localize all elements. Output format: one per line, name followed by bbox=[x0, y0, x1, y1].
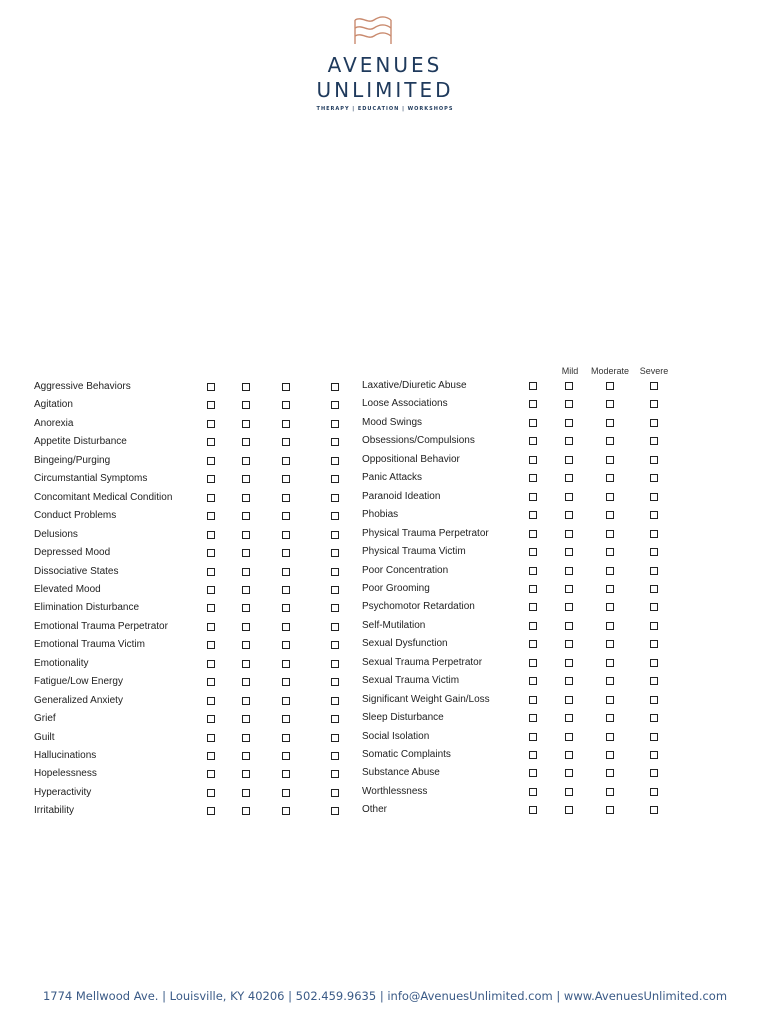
left-severity-checkbox[interactable] bbox=[242, 697, 250, 705]
left-severity-checkbox[interactable] bbox=[242, 770, 250, 778]
left-severity-checkbox[interactable] bbox=[282, 438, 290, 446]
right-severity-checkbox[interactable] bbox=[529, 567, 537, 575]
brand-tagline: THERAPY | EDUCATION | WORKSHOPS bbox=[316, 106, 454, 112]
right-severity-checkbox[interactable] bbox=[529, 714, 537, 722]
right-severity-checkbox[interactable] bbox=[606, 677, 614, 685]
right-severity-checkbox[interactable] bbox=[650, 640, 658, 648]
left-severity-checkbox[interactable] bbox=[282, 383, 290, 391]
right-severity-checkbox[interactable] bbox=[529, 474, 537, 482]
right-severity-checkbox[interactable] bbox=[529, 640, 537, 648]
left-severity-checkbox[interactable] bbox=[207, 401, 215, 409]
left-severity-checkbox[interactable] bbox=[207, 420, 215, 428]
right-severity-checkbox[interactable] bbox=[565, 548, 573, 556]
right-severity-checkbox[interactable] bbox=[650, 751, 658, 759]
right-severity-checkbox[interactable] bbox=[565, 696, 573, 704]
right-severity-checkbox[interactable] bbox=[565, 382, 573, 390]
right-symptom-label: Laxative/Diuretic Abuse bbox=[362, 380, 467, 391]
left-symptom-label: Circumstantial Symptoms bbox=[34, 473, 148, 485]
left-severity-checkbox[interactable] bbox=[282, 697, 290, 705]
left-severity-checkbox[interactable] bbox=[282, 512, 290, 520]
left-severity-checkbox[interactable] bbox=[207, 641, 215, 649]
left-severity-checkbox[interactable] bbox=[331, 715, 339, 723]
left-severity-checkbox[interactable] bbox=[331, 752, 339, 760]
left-symptom-label: Anorexia bbox=[34, 417, 74, 429]
right-severity-checkbox[interactable] bbox=[606, 806, 614, 814]
right-severity-checkbox[interactable] bbox=[565, 769, 573, 777]
right-severity-checkbox[interactable] bbox=[565, 788, 573, 796]
right-severity-checkbox[interactable] bbox=[606, 622, 614, 630]
left-severity-checkbox[interactable] bbox=[282, 420, 290, 428]
left-severity-checkbox[interactable] bbox=[207, 512, 215, 520]
right-severity-checkbox[interactable] bbox=[529, 456, 537, 464]
left-severity-checkbox[interactable] bbox=[282, 494, 290, 502]
right-severity-checkbox[interactable] bbox=[650, 696, 658, 704]
left-severity-checkbox[interactable] bbox=[207, 734, 215, 742]
left-severity-checkbox[interactable] bbox=[331, 770, 339, 778]
left-severity-checkbox[interactable] bbox=[282, 807, 290, 815]
left-severity-checkbox[interactable] bbox=[282, 641, 290, 649]
right-severity-checkbox[interactable] bbox=[606, 567, 614, 575]
right-severity-checkbox[interactable] bbox=[650, 603, 658, 611]
right-severity-checkbox[interactable] bbox=[606, 751, 614, 759]
left-severity-checkbox[interactable] bbox=[242, 420, 250, 428]
right-severity-checkbox[interactable] bbox=[565, 603, 573, 611]
left-severity-checkbox[interactable] bbox=[242, 715, 250, 723]
left-severity-checkbox[interactable] bbox=[242, 475, 250, 483]
left-severity-checkbox[interactable] bbox=[242, 807, 250, 815]
right-severity-checkbox[interactable] bbox=[565, 622, 573, 630]
left-symptom-label: Guilt bbox=[34, 731, 55, 743]
right-severity-checkbox[interactable] bbox=[606, 382, 614, 390]
left-severity-checkbox[interactable] bbox=[242, 401, 250, 409]
right-severity-checkbox[interactable] bbox=[529, 419, 537, 427]
left-symptom-label: Agitation bbox=[34, 399, 73, 411]
left-severity-checkbox[interactable] bbox=[242, 531, 250, 539]
left-symptom-label: Concomitant Medical Condition bbox=[34, 491, 173, 503]
right-severity-checkbox[interactable] bbox=[650, 567, 658, 575]
left-severity-checkbox[interactable] bbox=[207, 770, 215, 778]
right-severity-checkbox[interactable] bbox=[606, 733, 614, 741]
left-severity-checkbox[interactable] bbox=[331, 678, 339, 686]
column-header-severe: Severe bbox=[639, 366, 669, 376]
right-severity-checkbox[interactable] bbox=[565, 751, 573, 759]
right-severity-checkbox[interactable] bbox=[529, 493, 537, 501]
left-severity-checkbox[interactable] bbox=[242, 641, 250, 649]
right-severity-checkbox[interactable] bbox=[529, 437, 537, 445]
right-severity-checkbox[interactable] bbox=[606, 493, 614, 501]
left-severity-checkbox[interactable] bbox=[242, 660, 250, 668]
right-severity-checkbox[interactable] bbox=[565, 585, 573, 593]
right-symptom-label: Mood Swings bbox=[362, 416, 423, 428]
left-severity-checkbox[interactable] bbox=[282, 770, 290, 778]
left-severity-checkbox[interactable] bbox=[331, 697, 339, 705]
right-symptom-label: Paranoid Ideation bbox=[362, 490, 441, 502]
left-symptom-label: Dissociative States bbox=[34, 565, 119, 577]
right-symptom-label: Panic Attacks bbox=[362, 472, 423, 484]
left-severity-checkbox[interactable] bbox=[282, 660, 290, 668]
left-severity-checkbox[interactable] bbox=[282, 715, 290, 723]
right-severity-checkbox[interactable] bbox=[650, 714, 658, 722]
right-severity-checkbox[interactable] bbox=[606, 511, 614, 519]
right-severity-checkbox[interactable] bbox=[650, 733, 658, 741]
right-severity-checkbox[interactable] bbox=[650, 437, 658, 445]
left-severity-checkbox[interactable] bbox=[282, 401, 290, 409]
right-severity-checkbox[interactable] bbox=[565, 714, 573, 722]
left-severity-checkbox[interactable] bbox=[331, 401, 339, 409]
right-symptom-label: Psychomotor Retardation bbox=[362, 601, 475, 613]
right-symptom-label: Sleep Disturbance bbox=[362, 712, 444, 724]
right-severity-checkbox[interactable] bbox=[650, 530, 658, 538]
right-symptom-label: Poor Grooming bbox=[362, 582, 430, 594]
right-symptom-label: Loose Associations bbox=[362, 398, 448, 410]
right-symptom-label: Self-Mutilation bbox=[362, 619, 426, 631]
left-symptom-label: Hallucinations bbox=[34, 750, 97, 761]
right-severity-checkbox[interactable] bbox=[606, 659, 614, 667]
right-symptom-label: Sexual Trauma Perpetrator bbox=[362, 656, 483, 668]
footer-contact: 1774 Mellwood Ave. | Louisville, KY 40206 | 502.459.9635 | info@AvenuesUnlimited.com | www.AvenuesUnlimited.com bbox=[42, 989, 728, 1003]
right-symptom-label: Poor Concentration bbox=[362, 564, 449, 576]
right-symptom-label: Physical Trauma Victim bbox=[362, 546, 466, 558]
left-severity-checkbox[interactable] bbox=[282, 586, 290, 594]
right-severity-checkbox[interactable] bbox=[529, 530, 537, 538]
left-severity-checkbox[interactable] bbox=[242, 383, 250, 391]
left-severity-checkbox[interactable] bbox=[331, 568, 339, 576]
right-severity-checkbox[interactable] bbox=[650, 419, 658, 427]
left-severity-checkbox[interactable] bbox=[331, 549, 339, 557]
left-severity-checkbox[interactable] bbox=[207, 531, 215, 539]
right-severity-checkbox[interactable] bbox=[650, 769, 658, 777]
left-symptom-label: Aggressive Behaviors bbox=[34, 381, 131, 392]
left-severity-checkbox[interactable] bbox=[282, 549, 290, 557]
right-severity-checkbox[interactable] bbox=[529, 769, 537, 777]
right-severity-checkbox[interactable] bbox=[606, 585, 614, 593]
left-severity-checkbox[interactable] bbox=[207, 438, 215, 446]
left-severity-checkbox[interactable] bbox=[207, 494, 215, 502]
right-severity-checkbox[interactable] bbox=[650, 806, 658, 814]
left-severity-checkbox[interactable] bbox=[331, 457, 339, 465]
left-severity-checkbox[interactable] bbox=[331, 438, 339, 446]
right-severity-checkbox[interactable] bbox=[529, 382, 537, 390]
left-severity-checkbox[interactable] bbox=[331, 789, 339, 797]
right-severity-checkbox[interactable] bbox=[650, 677, 658, 685]
right-severity-checkbox[interactable] bbox=[650, 382, 658, 390]
left-severity-checkbox[interactable] bbox=[207, 383, 215, 391]
left-severity-checkbox[interactable] bbox=[207, 457, 215, 465]
right-symptom-label: Obsessions/Compulsions bbox=[362, 435, 475, 447]
left-severity-checkbox[interactable] bbox=[242, 604, 250, 612]
right-severity-checkbox[interactable] bbox=[529, 622, 537, 630]
left-severity-checkbox[interactable] bbox=[207, 678, 215, 686]
right-severity-checkbox[interactable] bbox=[606, 456, 614, 464]
right-severity-checkbox[interactable] bbox=[529, 400, 537, 408]
right-severity-checkbox[interactable] bbox=[650, 511, 658, 519]
right-severity-checkbox[interactable] bbox=[606, 437, 614, 445]
brand-name-line2: UNLIMITED bbox=[316, 78, 454, 102]
right-severity-checkbox[interactable] bbox=[650, 400, 658, 408]
right-severity-checkbox[interactable] bbox=[650, 659, 658, 667]
right-severity-checkbox[interactable] bbox=[529, 677, 537, 685]
left-symptom-label: Elimination Disturbance bbox=[34, 602, 140, 614]
left-symptom-label: Emotional Trauma Victim bbox=[34, 639, 145, 651]
right-symptom-label: Oppositional Behavior bbox=[362, 453, 460, 465]
right-severity-checkbox[interactable] bbox=[529, 659, 537, 667]
left-severity-checkbox[interactable] bbox=[331, 512, 339, 520]
left-severity-checkbox[interactable] bbox=[242, 789, 250, 797]
right-severity-checkbox[interactable] bbox=[650, 585, 658, 593]
left-severity-checkbox[interactable] bbox=[282, 752, 290, 760]
right-severity-checkbox[interactable] bbox=[565, 567, 573, 575]
right-severity-checkbox[interactable] bbox=[565, 511, 573, 519]
right-symptom-label: Phobias bbox=[362, 509, 399, 521]
left-severity-checkbox[interactable] bbox=[331, 734, 339, 742]
right-severity-checkbox[interactable] bbox=[606, 788, 614, 796]
right-severity-checkbox[interactable] bbox=[529, 511, 537, 519]
right-severity-checkbox[interactable] bbox=[529, 585, 537, 593]
right-severity-checkbox[interactable] bbox=[650, 548, 658, 556]
left-severity-checkbox[interactable] bbox=[331, 586, 339, 594]
left-severity-checkbox[interactable] bbox=[207, 715, 215, 723]
right-severity-checkbox[interactable] bbox=[606, 714, 614, 722]
left-severity-checkbox[interactable] bbox=[242, 734, 250, 742]
right-severity-checkbox[interactable] bbox=[529, 548, 537, 556]
right-severity-checkbox[interactable] bbox=[529, 806, 537, 814]
left-symptom-label: Elevated Mood bbox=[34, 583, 101, 595]
right-severity-checkbox[interactable] bbox=[565, 400, 573, 408]
left-severity-checkbox[interactable] bbox=[331, 641, 339, 649]
right-symptom-label: Substance Abuse bbox=[362, 767, 440, 779]
left-severity-checkbox[interactable] bbox=[331, 531, 339, 539]
right-severity-checkbox[interactable] bbox=[606, 640, 614, 648]
right-severity-checkbox[interactable] bbox=[650, 622, 658, 630]
right-severity-checkbox[interactable] bbox=[606, 474, 614, 482]
left-severity-checkbox[interactable] bbox=[207, 789, 215, 797]
left-severity-checkbox[interactable] bbox=[282, 568, 290, 576]
left-symptom-label: Depressed Mood bbox=[34, 547, 111, 559]
left-severity-checkbox[interactable] bbox=[242, 494, 250, 502]
left-severity-checkbox[interactable] bbox=[242, 438, 250, 446]
right-symptom-label: Worthlessness bbox=[362, 785, 428, 797]
left-severity-checkbox[interactable] bbox=[207, 549, 215, 557]
right-severity-checkbox[interactable] bbox=[529, 603, 537, 611]
left-severity-checkbox[interactable] bbox=[282, 789, 290, 797]
left-severity-checkbox[interactable] bbox=[242, 586, 250, 594]
right-severity-checkbox[interactable] bbox=[565, 640, 573, 648]
right-symptom-label: Social Isolation bbox=[362, 730, 430, 742]
right-severity-checkbox[interactable] bbox=[650, 474, 658, 482]
right-severity-checkbox[interactable] bbox=[650, 493, 658, 501]
left-symptom-label: Hopelessness bbox=[34, 768, 97, 780]
left-severity-checkbox[interactable] bbox=[282, 531, 290, 539]
left-severity-checkbox[interactable] bbox=[331, 623, 339, 631]
right-symptom-label: Significant Weight Gain/Loss bbox=[362, 693, 490, 705]
left-severity-checkbox[interactable] bbox=[282, 678, 290, 686]
left-severity-checkbox[interactable] bbox=[282, 604, 290, 612]
right-severity-checkbox[interactable] bbox=[565, 419, 573, 427]
right-severity-checkbox[interactable] bbox=[606, 419, 614, 427]
left-severity-checkbox[interactable] bbox=[282, 734, 290, 742]
column-header-mild: Mild bbox=[561, 366, 579, 376]
right-severity-checkbox[interactable] bbox=[565, 659, 573, 667]
right-severity-checkbox[interactable] bbox=[565, 530, 573, 538]
left-severity-checkbox[interactable] bbox=[282, 623, 290, 631]
left-severity-checkbox[interactable] bbox=[207, 586, 215, 594]
left-severity-checkbox[interactable] bbox=[242, 623, 250, 631]
right-severity-checkbox[interactable] bbox=[650, 788, 658, 796]
left-symptom-label: Irritability bbox=[34, 805, 75, 817]
right-symptom-label: Other bbox=[362, 804, 388, 816]
left-symptom-label: Delusions bbox=[34, 528, 78, 540]
left-symptom-label: Emotionality bbox=[34, 657, 89, 669]
left-symptom-label: Emotional Trauma Perpetrator bbox=[34, 620, 168, 632]
right-severity-checkbox[interactable] bbox=[565, 474, 573, 482]
left-severity-checkbox[interactable] bbox=[207, 752, 215, 760]
right-symptom-label: Physical Trauma Perpetrator bbox=[362, 527, 489, 539]
left-symptom-label: Generalized Anxiety bbox=[34, 694, 123, 706]
brand-name-line1: AVENUES bbox=[327, 53, 443, 77]
left-severity-checkbox[interactable] bbox=[242, 678, 250, 686]
column-header-moderate: Moderate bbox=[590, 366, 630, 376]
left-severity-checkbox[interactable] bbox=[331, 475, 339, 483]
left-symptom-label: Grief bbox=[34, 713, 56, 725]
right-severity-checkbox[interactable] bbox=[529, 696, 537, 704]
right-severity-checkbox[interactable] bbox=[606, 696, 614, 704]
left-severity-checkbox[interactable] bbox=[207, 623, 215, 631]
right-severity-checkbox[interactable] bbox=[606, 400, 614, 408]
right-severity-checkbox[interactable] bbox=[606, 530, 614, 538]
right-severity-checkbox[interactable] bbox=[565, 733, 573, 741]
right-symptom-label: Somatic Complaints bbox=[362, 749, 451, 760]
left-severity-checkbox[interactable] bbox=[242, 457, 250, 465]
left-severity-checkbox[interactable] bbox=[242, 549, 250, 557]
left-severity-checkbox[interactable] bbox=[282, 475, 290, 483]
right-severity-checkbox[interactable] bbox=[529, 788, 537, 796]
left-symptom-label: Hyperactivity bbox=[34, 786, 92, 798]
left-severity-checkbox[interactable] bbox=[331, 660, 339, 668]
left-severity-checkbox[interactable] bbox=[242, 752, 250, 760]
left-severity-checkbox[interactable] bbox=[207, 568, 215, 576]
right-severity-checkbox[interactable] bbox=[606, 548, 614, 556]
left-severity-checkbox[interactable] bbox=[331, 420, 339, 428]
right-severity-checkbox[interactable] bbox=[650, 456, 658, 464]
left-severity-checkbox[interactable] bbox=[207, 807, 215, 815]
left-severity-checkbox[interactable] bbox=[282, 457, 290, 465]
right-symptom-label: Sexual Trauma Victim bbox=[362, 675, 460, 687]
right-severity-checkbox[interactable] bbox=[606, 769, 614, 777]
right-severity-checkbox[interactable] bbox=[565, 677, 573, 685]
left-severity-checkbox[interactable] bbox=[331, 807, 339, 815]
left-symptom-label: Fatigue/Low Energy bbox=[34, 676, 123, 688]
left-severity-checkbox[interactable] bbox=[331, 383, 339, 391]
right-severity-checkbox[interactable] bbox=[529, 751, 537, 759]
left-severity-checkbox[interactable] bbox=[207, 475, 215, 483]
left-symptom-label: Conduct Problems bbox=[34, 510, 117, 522]
right-severity-checkbox[interactable] bbox=[565, 437, 573, 445]
right-severity-checkbox[interactable] bbox=[529, 733, 537, 741]
left-severity-checkbox[interactable] bbox=[207, 660, 215, 668]
right-severity-checkbox[interactable] bbox=[565, 806, 573, 814]
right-severity-checkbox[interactable] bbox=[565, 456, 573, 464]
left-severity-checkbox[interactable] bbox=[242, 512, 250, 520]
left-severity-checkbox[interactable] bbox=[331, 604, 339, 612]
left-symptom-label: Appetite Disturbance bbox=[34, 436, 127, 448]
right-symptom-label: Sexual Dysfunction bbox=[362, 638, 448, 650]
left-severity-checkbox[interactable] bbox=[207, 604, 215, 612]
left-severity-checkbox[interactable] bbox=[207, 697, 215, 705]
right-severity-checkbox[interactable] bbox=[606, 603, 614, 611]
wave-logo-icon bbox=[352, 16, 394, 48]
left-severity-checkbox[interactable] bbox=[242, 568, 250, 576]
right-severity-checkbox[interactable] bbox=[565, 493, 573, 501]
left-severity-checkbox[interactable] bbox=[331, 494, 339, 502]
left-symptom-label: Bingeing/Purging bbox=[34, 454, 111, 466]
